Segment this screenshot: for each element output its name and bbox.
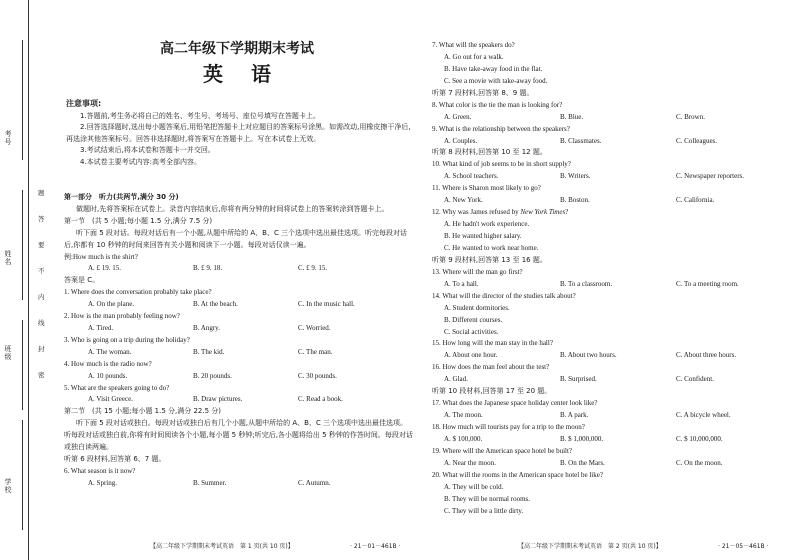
- question-options: [64, 323, 414, 335]
- option: B. Writers.: [560, 172, 591, 181]
- option: A. Tired.: [88, 323, 114, 332]
- option: B. A park.: [560, 411, 589, 420]
- option: A. Spring.: [88, 478, 117, 487]
- page-footer: 【高二年级下学期期末考试英语 第 1 页(共 10 页)】: [150, 543, 294, 550]
- option: B. On the Mars.: [560, 458, 605, 467]
- option: C. On the moon.: [676, 458, 723, 467]
- seal-char: 密: [38, 371, 45, 379]
- name-label: 姓名: [4, 250, 12, 266]
- question-text: 12. Why was James refused by: [432, 208, 521, 217]
- material-heading: 听第 10 段材料,回答第 17 至 20 题。: [432, 387, 552, 396]
- question: 20. What will the rooms in the American space hotel be like?: [432, 470, 603, 479]
- question: 16. How does the man feel about the test?: [432, 363, 550, 372]
- question-options: [432, 171, 788, 183]
- page-footer: 【高二年级下学期期末考试英语 第 2 页(共 10 页)】: [518, 543, 662, 550]
- option: C. Brown.: [676, 112, 705, 121]
- option: A. About one hour.: [444, 351, 498, 360]
- question: 11. Where is Sharon most likely to go?: [432, 184, 541, 193]
- option: B. Classmates.: [560, 136, 602, 145]
- name-line: [22, 190, 23, 300]
- seal-char: 要: [38, 241, 45, 249]
- option: A. Visit Greece.: [88, 395, 133, 404]
- school-line: [22, 420, 23, 530]
- question: 19. Where will the American space hotel be built?: [432, 446, 573, 455]
- question: 6. What season is it now?: [64, 466, 136, 475]
- option: B. Boston.: [560, 196, 590, 205]
- material-heading: 听第 8 段材料,回答第 10 至 12 题。: [432, 148, 547, 157]
- listening-section-continued: [432, 40, 788, 518]
- section2-heading: 第二节 (共 15 小题;每小题 1.5 分,满分 22.5 分): [64, 407, 222, 416]
- part1-desc: 做题时,先将答案标在试卷上。录音内容结束后,你将有两分钟的时间将试卷上的答案转涂到答题卡上。: [76, 204, 389, 213]
- question-options: [432, 410, 788, 422]
- option: A. To a hall.: [444, 279, 479, 288]
- question-mark: ?: [565, 208, 569, 217]
- option: C. $ 10,000,000.: [676, 434, 723, 443]
- seal-char: 封: [38, 345, 45, 353]
- option: A. The moon.: [444, 411, 483, 420]
- class-label: 班级: [4, 345, 12, 361]
- option: B. Draw pictures.: [193, 395, 243, 404]
- notes-heading: 注意事项:: [66, 99, 102, 108]
- left-page: [58, 0, 416, 560]
- example-question: 例:How much is the shirt?: [64, 252, 138, 261]
- option: B. Blue.: [560, 112, 584, 121]
- option: A. $ 100,000.: [444, 434, 483, 443]
- option: B. About two hours.: [560, 351, 617, 360]
- note-item: 3.考试结束后,将本试卷和答题卡一并交回。: [80, 146, 215, 155]
- option: B. $ 1,000,000.: [560, 434, 604, 443]
- option: C. Colleagues.: [676, 136, 718, 145]
- school-label: 学校: [4, 478, 12, 494]
- option: B. To a classroom.: [560, 279, 613, 288]
- option: A. They will be cold.: [444, 482, 504, 491]
- option: C. £ 9. 15.: [298, 264, 328, 273]
- option: C. He wanted to work near home.: [444, 243, 539, 252]
- option: A. The woman.: [88, 347, 132, 356]
- exam-no-line: [22, 40, 23, 160]
- question-options: [432, 279, 788, 291]
- option: A. He hadn't work experience.: [444, 220, 530, 229]
- question: 18. How much will tourists pay for a trip to the moon?: [432, 423, 585, 431]
- question: 3. Who is going on a trip during the holiday?: [64, 335, 190, 344]
- option: A. New York.: [444, 196, 483, 205]
- question-options: [432, 458, 788, 470]
- question-options: [432, 434, 788, 446]
- example-options: [64, 263, 414, 275]
- question-options: [64, 347, 414, 359]
- option: C. About three hours.: [676, 351, 737, 360]
- seal-char: 题: [38, 189, 45, 197]
- option: C. A bicycle wheel.: [676, 411, 731, 420]
- seal-char: 不: [38, 267, 45, 275]
- question: 13. Where will the man go first?: [432, 267, 523, 276]
- question: 17. What does the Japanese space holiday center look like?: [432, 399, 598, 408]
- exam-title: 高二年级下学期期末考试: [160, 41, 314, 57]
- option: B. The kid.: [193, 347, 225, 356]
- option: C. In the music hall.: [298, 300, 355, 309]
- seal-char: 线: [38, 319, 45, 327]
- question: 10. What kind of job seems to be in short supply?: [432, 160, 571, 169]
- option: A. School teachers.: [444, 172, 499, 181]
- option: B. Surprised.: [560, 375, 597, 384]
- option: C. The man.: [298, 347, 333, 356]
- option: A. Near the moon.: [444, 458, 496, 467]
- listening-section: [64, 192, 414, 490]
- question-options: [432, 195, 788, 207]
- option: C. California.: [676, 196, 715, 205]
- question: 1. Where does the conversation probably take place?: [64, 288, 212, 297]
- option: A. Student dormitories.: [444, 303, 510, 312]
- option: B. £ 9. 18.: [193, 264, 223, 273]
- example-answer: 答案是 C。: [64, 276, 100, 285]
- newspaper-title: New York Times: [520, 208, 566, 217]
- option: C. To a meeting room.: [676, 279, 739, 288]
- class-line: [22, 320, 23, 410]
- note-item: 1.答题前,考生务必将自己的姓名、考生号、考场号、座位号填写在答题卡上。: [80, 111, 320, 120]
- note-item: 2.回答选择题时,选出每小题答案后,用铅笔把答题卡上对应题目的答案标号涂黑。如需改动,用橡皮擦干净后,再选涂其他答案标号。回答非选择题时,将答案写在答题卡上。写在本试卷上无效。: [66, 123, 411, 143]
- option: A. £ 19. 15.: [88, 264, 122, 273]
- option: B. They will be normal rooms.: [444, 494, 530, 503]
- option: C. Newspaper reporters.: [676, 172, 745, 181]
- question-options: [432, 112, 788, 124]
- option: B. Angry.: [193, 323, 220, 332]
- question: 8. What color is the tie the man is looking for?: [432, 100, 563, 109]
- question-options: [64, 478, 414, 490]
- option: C. 30 pounds.: [298, 371, 337, 380]
- exam-no-label: 考号: [4, 130, 12, 146]
- material-heading: 听第 7 段材料,回答第 8、9 题。: [432, 88, 534, 97]
- question: 4. How much is the radio now?: [64, 359, 152, 368]
- option: A. Glad.: [444, 375, 468, 384]
- question: 7. What will the speakers do?: [432, 41, 515, 49]
- notes-section: [66, 98, 411, 169]
- option: C. Social activities.: [444, 327, 499, 336]
- material-heading: 听第 6 段材料,回答第 6、7 题。: [64, 454, 166, 463]
- option: B. He wanted higher salary.: [444, 232, 522, 240]
- option: C. Worried.: [298, 323, 331, 332]
- section2-desc: 听下面 5 段对话或独白。每段对话或独白后有几个小题,从题中所给的 A、B、C 三个选项中选出最佳选项。听每段对话或独白前,你将有时间阅读各个小题,每小题 5 秒钟;听完后,各小题将给出 5 秒钟的作答时间。每段对话或独白读两遍。: [64, 419, 413, 452]
- option: C. Autumn.: [298, 478, 331, 487]
- seal-char: 答: [38, 215, 45, 223]
- option: C. They will be a little dirty.: [444, 506, 524, 515]
- binding-margin: [0, 0, 48, 560]
- option: A. Green.: [444, 112, 472, 121]
- option: C. See a movie with take-away food.: [444, 76, 548, 85]
- question: 2. How is the man probably feeling now?: [64, 312, 180, 321]
- option: B. Have take-away food in the flat.: [444, 64, 543, 73]
- question-options: [432, 136, 788, 148]
- seal-char: 内: [38, 293, 45, 301]
- question-options: [64, 299, 414, 311]
- option: A. Couples.: [444, 136, 478, 145]
- question: 9. What is the relationship between the speakers?: [432, 124, 570, 133]
- page-code: · 21－01－461B ·: [350, 543, 401, 550]
- question-options: [432, 350, 788, 362]
- section1-heading: 第一节 (共 5 小题;每小题 1.5 分,满分 7.5 分): [64, 216, 213, 225]
- question: 15. How long will the man stay in the hall?: [432, 339, 553, 348]
- part1-heading: 第一部分 听力(共两节,满分 30 分): [64, 193, 179, 201]
- option: B. 20 pounds.: [193, 371, 232, 380]
- section1-desc: 听下面 5 段对话。每段对话后有一个小题,从题中所给的 A、B、C 三个选项中选出最佳选项。听完每段对话后,你都有 10 秒钟的时间来回答有关小题和阅读下一小题。每段对话仅读一遍。: [64, 228, 408, 249]
- option: A. 10 pounds.: [88, 371, 128, 380]
- right-page: [426, 0, 788, 560]
- binding-line: [28, 0, 29, 560]
- question-options: [432, 374, 788, 386]
- material-heading: 听第 9 段材料,回答第 13 至 16 题。: [432, 255, 547, 264]
- option: C. Confident.: [676, 375, 714, 384]
- option: A. Go out for a walk.: [444, 52, 504, 61]
- question: 14. What will the director of the studies talk about?: [432, 291, 576, 300]
- page-code: · 21－05－461B ·: [718, 543, 769, 550]
- option: B. Different courses.: [444, 315, 503, 324]
- option: B. Summer.: [193, 478, 227, 487]
- option: B. At the beach.: [193, 300, 238, 309]
- question-options: [64, 394, 414, 406]
- question: 5. What are the speakers going to do?: [64, 383, 170, 392]
- option: C. Read a book.: [298, 395, 343, 404]
- note-item: 4.本试卷主要考试内容:高考全部内容。: [80, 157, 202, 166]
- question: [432, 207, 788, 219]
- subject-title: 英语: [203, 62, 299, 86]
- option: A. On the plane.: [88, 300, 135, 309]
- question-options: [64, 371, 414, 383]
